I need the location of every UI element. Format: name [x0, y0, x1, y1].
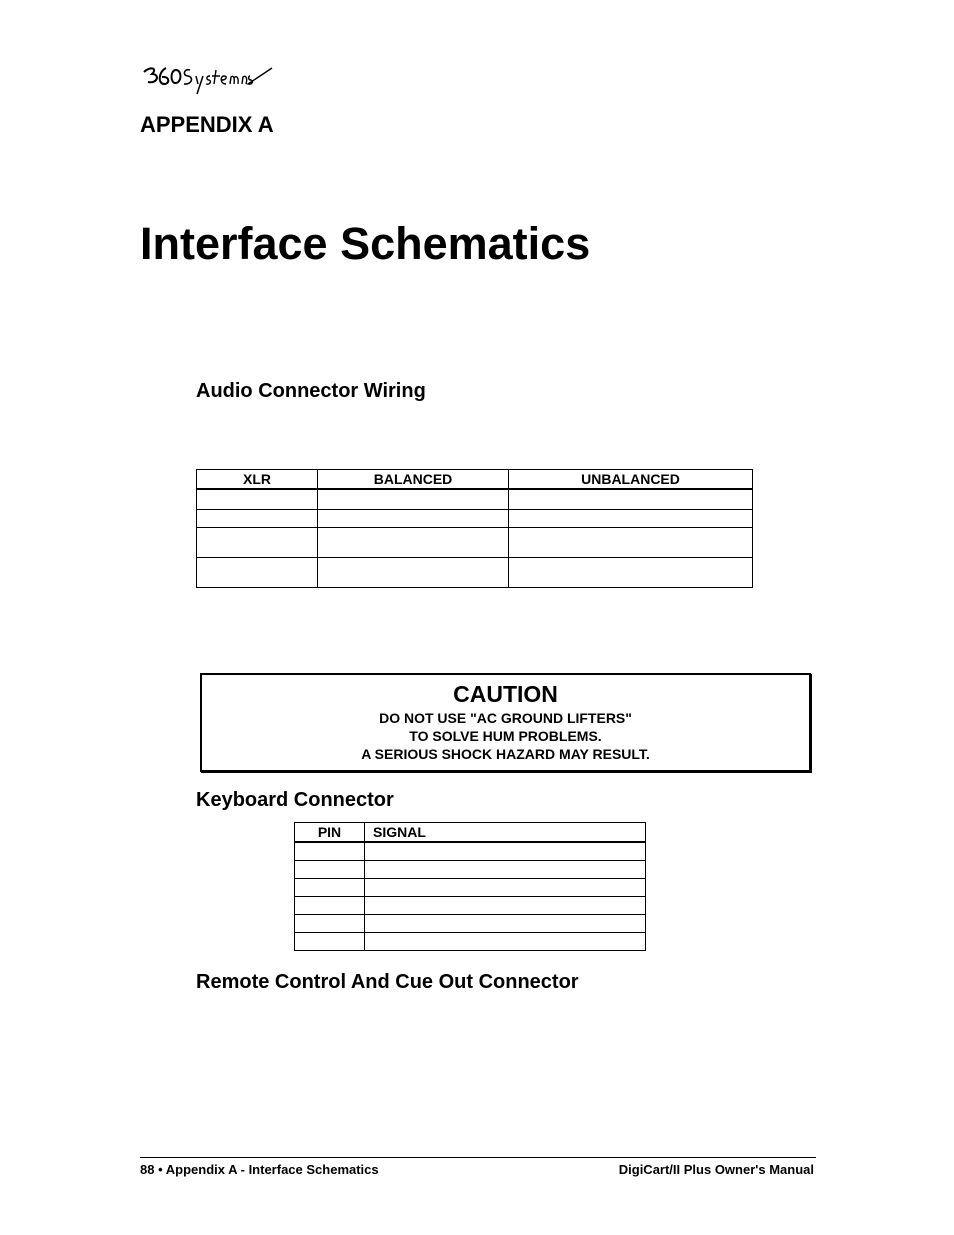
table-row: [295, 860, 646, 878]
caution-box: [200, 673, 811, 772]
column-header-balanced: BALANCED: [318, 470, 509, 490]
table-row: [197, 527, 753, 557]
table-header-row: [295, 823, 646, 843]
table-row: [295, 842, 646, 860]
table-row: [295, 914, 646, 932]
audio-section-heading: Audio Connector Wiring: [196, 380, 426, 402]
table-row: [197, 557, 753, 587]
caution-title: CAUTION: [453, 681, 558, 707]
audio-wiring-table: [196, 469, 753, 588]
table-header-row: [197, 470, 753, 490]
remote-section-heading: Remote Control And Cue Out Connector: [196, 971, 579, 993]
caution-line: DO NOT USE "AC GROUND LIFTERS": [379, 710, 632, 726]
360-systems-logo: [140, 58, 275, 98]
footer-divider: [140, 1157, 816, 1158]
footer-page-label: 88 • Appendix A - Interface Schematics: [140, 1162, 379, 1177]
page-title: Interface Schematics: [140, 218, 591, 269]
table-row: [295, 896, 646, 914]
column-header-unbalanced: UNBALANCED: [509, 470, 753, 490]
column-header-signal: SIGNAL: [365, 823, 646, 843]
footer-manual-title: DigiCart/II Plus Owner's Manual: [618, 1162, 814, 1177]
table-row: [295, 932, 646, 950]
keyboard-connector-table: [294, 822, 646, 951]
column-header-pin: PIN: [295, 823, 365, 843]
appendix-label: APPENDIX A: [140, 112, 274, 137]
table-row: [295, 878, 646, 896]
table-row: [197, 509, 753, 527]
keyboard-section-heading: Keyboard Connector: [196, 789, 394, 811]
column-header-xlr: XLR: [197, 470, 318, 490]
table-row: [197, 489, 753, 509]
caution-line: TO SOLVE HUM PROBLEMS.: [409, 728, 602, 744]
caution-line: A SERIOUS SHOCK HAZARD MAY RESULT.: [361, 746, 650, 762]
